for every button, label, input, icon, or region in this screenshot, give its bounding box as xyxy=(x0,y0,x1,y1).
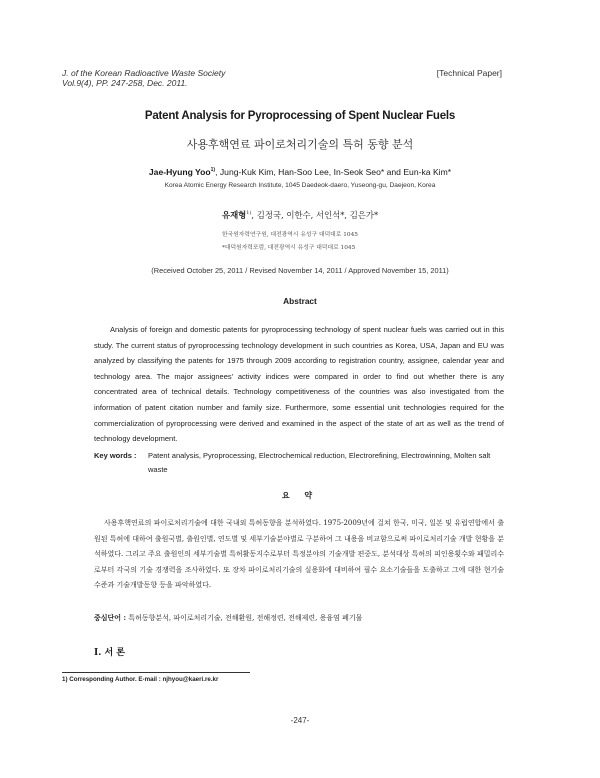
co-authors-korean: , 김정국, 이한수, 서인석*, 김은가* xyxy=(251,210,379,220)
keywords-korean-list: 특허동향분석, 파이로처리기술, 전해환원, 전해정련, 전해제련, 용융염 폐기물 xyxy=(126,614,363,622)
title-english: Patent Analysis for Pyroprocessing of Spent Nuclear Fuels xyxy=(144,110,456,122)
title-korean: 사용후핵연료 파이로처리기술의 특허 동향 분석 xyxy=(186,138,414,151)
journal-citation xyxy=(62,68,225,88)
summary-korean xyxy=(94,516,504,594)
footnote-corresponding-author: 1) Corresponding Author. E-mail : njhyou@kaeri.re.kr xyxy=(62,676,219,683)
affiliation-korean-2: *대덕원자력포럼, 대전광역시 유성구 대덕대로 1045 xyxy=(222,245,356,251)
abstract-paragraph: Analysis of foreign and domestic patents for pyroprocessing technology of spent nuclear fuels was carried out in this study. The current status of pyroprocessing technology development in such countries as Korea, USA, Japan and EU was analyzed by classifying the patents for 1975 through 2009 according to registration country, assignee, calendar year and technology area. The major assignees' activity indices were compared in order to find out whether there is any concentrated area of technical details. Technology competitiveness of the countries was also investigated from the information of patent citation number and family size. Furthermore, some essential unit technologies required for the commercialization of pyroprocessing were derived and examined in the aspect of the state of art as well as the trend of technology development. xyxy=(94,325,504,444)
first-author-mark: 1) xyxy=(210,167,216,174)
affiliation-english: Korea Atomic Energy Research Institute, 1045 Daedeok-daero, Yuseong-gu, Daejeon, Korea xyxy=(164,182,436,189)
first-author-korean: 유재형 xyxy=(222,210,247,220)
journal-name: J. of the Korean Radioactive Waste Society xyxy=(62,68,226,78)
keywords-english xyxy=(94,449,504,477)
received-dates: (Received October 25, 2011 / Revised November 14, 2011 / Approved November 15, 2011) xyxy=(151,266,449,275)
footnote-divider xyxy=(62,672,250,673)
korean-author-block xyxy=(222,209,378,255)
abstract-heading: Abstract xyxy=(283,296,317,306)
summary-heading: 요 약 xyxy=(281,490,319,500)
authors-english xyxy=(0,167,600,177)
keywords-korean xyxy=(94,613,504,623)
section-heading-introduction: I. 서 론 xyxy=(94,648,125,658)
keywords-korean-label: 중심단어 : xyxy=(94,613,127,622)
summary-paragraph: 사용후핵연료의 파이로처리기술에 대한 국내외 특허동향을 분석하였다. 1975-2009년에 걸쳐 한국, 미국, 일본 및 유럽연합에서 출원된 특허에 대하여 출원국별, 출원인별, 연도별 및 세부기술분야별로 구분하여 그 내용을 비교함으로써 파이로처리기술 개발 현황을 분석하였다. 그리고 주요 출원인의 세부기술별 특허활동지수로부터 특정분야의 기술개발 편중도, 분석대상 특허의 피인용횟수와 패밀리수로부터 각국의 기술 경쟁력을 조사하였다. 또 장차 파이로처리기술의 실용화에 대비하여 필수 요소기술들을 도출하고 그에 대한 현기술 수준과 기술개발동향 등을 파악하였다. xyxy=(94,519,504,590)
first-author-korean-mark: 1) xyxy=(246,210,252,217)
affiliation-korean-1: 한국원자력연구원, 대전광역시 유성구 대덕대로 1045 xyxy=(222,232,358,238)
co-authors: , Jung-Kuk Kim, Han-Soo Lee, In-Seok Seo* and Eun-ka Kim* xyxy=(215,167,452,177)
paper-type-label: [Technical Paper] xyxy=(436,68,502,78)
page-number: -247- xyxy=(290,716,310,725)
first-author: Jae-Hyung Yoo xyxy=(148,167,211,177)
affiliation-korean xyxy=(222,229,378,255)
journal-volume: Vol.9(4), PP. 247-258, Dec. 2011. xyxy=(62,78,188,88)
keywords-list: Patent analysis, Pyroprocessing, Electrochemical reduction, Electrorefining, Electrowinning, Molten salt waste xyxy=(148,451,491,474)
abstract-body xyxy=(94,322,504,447)
keywords-label: Key words : xyxy=(94,451,137,460)
authors-korean xyxy=(222,209,378,221)
